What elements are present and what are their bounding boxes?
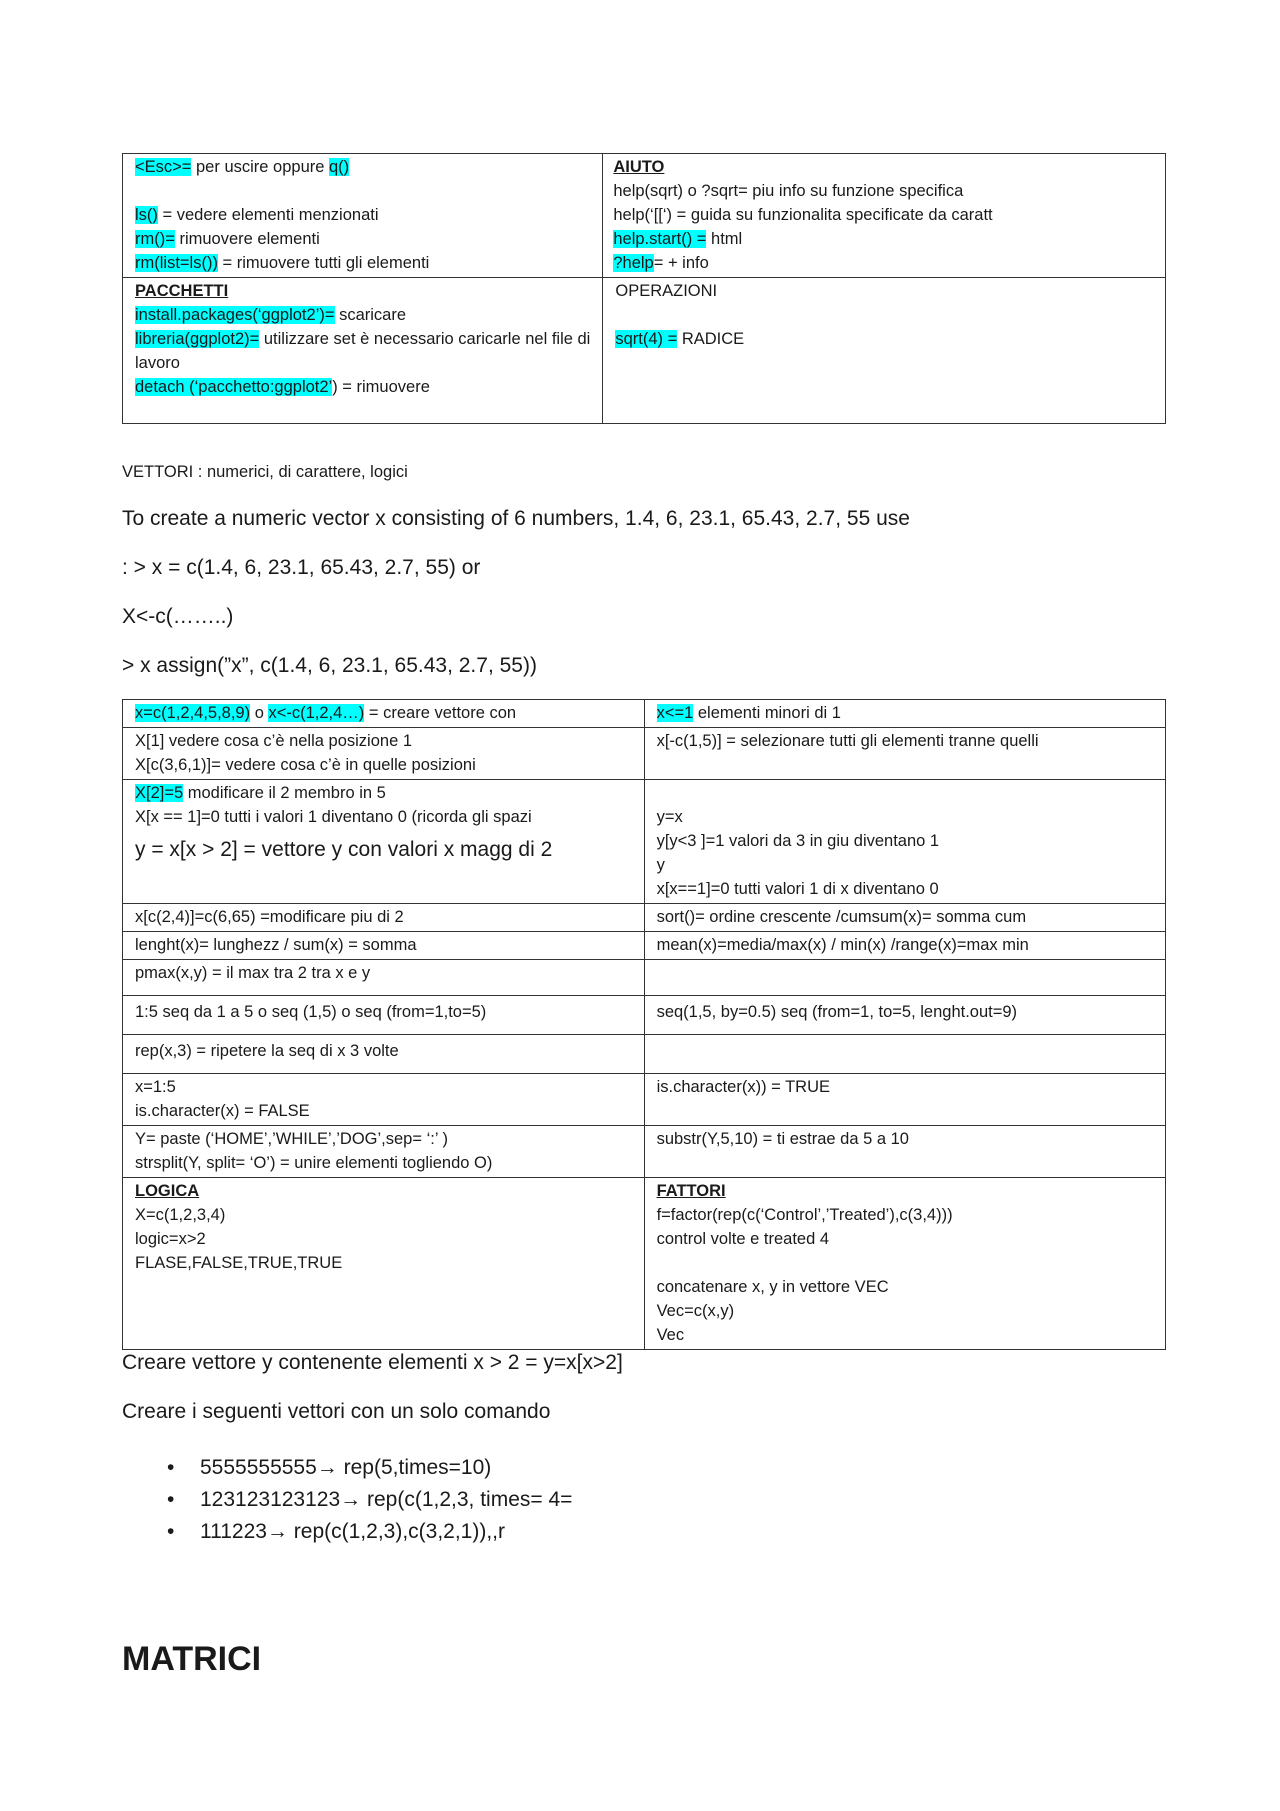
text: concatenare x, y in vettore VEC (656, 1278, 889, 1296)
detach-code: detach (‘pacchetto:ggplot2’ (135, 378, 333, 396)
text: X[x == 1]=0 tutti i valori 1 diventano 0 (ricorda gli spazi (135, 808, 532, 826)
text: control volte e treated 4 (656, 1230, 830, 1248)
bullet-icon: • (167, 1488, 175, 1511)
vectors-table (122, 699, 1166, 1350)
table-row (123, 904, 1166, 932)
text: = + info (653, 254, 709, 272)
text: ) = rimuovere (332, 378, 430, 396)
text: = rimuovere tutti gli elementi (217, 254, 430, 272)
text: rimuovere elementi (174, 230, 320, 248)
table-cell (644, 1035, 1165, 1074)
table-row (123, 700, 1166, 728)
text: X[c(3,6,1)]= vedere cosa c’è in quelle posizioni (135, 756, 476, 774)
table-cell (123, 780, 645, 904)
text: 1:5 seq da 1 a 5 o seq (1,5) o seq (from=1,to=5) (135, 1003, 487, 1021)
logica-cell (123, 1178, 645, 1350)
commands-cell (123, 154, 603, 278)
sqrt-code: sqrt(4) = (615, 330, 678, 348)
table-cell (644, 904, 1165, 932)
text: x[-c(1,5)] = selezionare tutti gli elementi tranne quelli (656, 732, 1039, 750)
table-row (123, 728, 1166, 780)
table-cell (123, 1074, 645, 1126)
text: 123123123123→ rep(c(1,2,3, times= 4= (200, 1488, 573, 1511)
bullet-icon: • (167, 1520, 175, 1543)
paragraph: X<-c(……..) (122, 605, 234, 628)
text: = creare vettore con (364, 704, 517, 722)
table-cell (644, 1074, 1165, 1126)
text: RADICE (677, 330, 745, 348)
text: rep(x,3) = ripetere la seq di x 3 volte (135, 1042, 399, 1060)
table-cell (123, 996, 645, 1035)
text: Vec=c(x,y) (656, 1302, 735, 1320)
code-highlight: x<-c(1,2,4…) (268, 704, 365, 722)
text: x=1:5 (135, 1078, 176, 1096)
text: 5555555555→ rep(5,times=10) (200, 1456, 492, 1479)
paragraph: To create a numeric vector x consisting of 6 numbers, 1.4, 6, 23.1, 65.43, 2.7, 55 use (122, 507, 910, 530)
text: strsplit(Y, split= ‘O’) = unire elementi togliendo O) (135, 1154, 493, 1172)
table-cell (644, 780, 1165, 904)
table-cell (123, 1035, 645, 1074)
table-row (123, 1074, 1166, 1126)
text: is.character(x) = FALSE (135, 1102, 310, 1120)
text: y (656, 856, 665, 874)
paragraph: Creare i seguenti vettori con un solo comando (122, 1400, 551, 1423)
paragraph: : > x = c(1.4, 6, 23.1, 65.43, 2.7, 55) or (122, 556, 481, 579)
fattori-heading: FATTORI (656, 1182, 726, 1200)
text: lavoro (135, 354, 180, 372)
quit-code: q() (329, 158, 350, 176)
code-highlight: X[2]=5 (135, 784, 184, 802)
table-cell (644, 996, 1165, 1035)
operazioni-heading: OPERAZIONI (615, 282, 718, 300)
fattori-cell (644, 1178, 1165, 1350)
text: Vec (656, 1326, 685, 1344)
table-cell (644, 700, 1165, 728)
text: sort()= ordine crescente /cumsum(x)= somma cum (656, 908, 1027, 926)
help-code: ?help (613, 254, 654, 272)
help-start-code: help.start() = (613, 230, 707, 248)
text: = vedere elementi menzionati (157, 206, 379, 224)
text: mean(x)=media/max(x) / min(x) /range(x)=max min (656, 936, 1029, 954)
text: FLASE,FALSE,TRUE,TRUE (135, 1254, 343, 1272)
list-item (122, 1484, 572, 1516)
table-cell (123, 1126, 645, 1178)
text: html (706, 230, 743, 248)
aiuto-cell (603, 154, 1166, 278)
table-row (123, 1035, 1166, 1074)
ls-code: ls() (135, 206, 158, 224)
rm-code: rm()= (135, 230, 175, 248)
table-cell (644, 728, 1165, 780)
operazioni-cell (603, 278, 1166, 424)
text: utilizzare set è necessario caricarle nel file di (259, 330, 591, 348)
table-cell (123, 960, 645, 996)
text: y=x (656, 808, 683, 826)
table-row (123, 1126, 1166, 1178)
vettori-label: VETTORI : numerici, di carattere, logici (122, 463, 408, 481)
list-item (122, 1452, 572, 1484)
table-cell (123, 728, 645, 780)
rm-list-code: rm(list=ls()) (135, 254, 218, 272)
text: is.character(x)) = TRUE (656, 1078, 831, 1096)
text: y = x[x > 2] = vettore y con valori x magg di 2 (135, 838, 553, 861)
table-row (123, 278, 1166, 424)
text: f=factor(rep(c(‘Control’,’Treated’),c(3,4))) (656, 1206, 953, 1224)
table-cell (123, 700, 645, 728)
library-code: libreria(ggplot2)= (135, 330, 260, 348)
aiuto-heading: AIUTO (613, 158, 665, 176)
table-cell (644, 1126, 1165, 1178)
table-row (123, 932, 1166, 960)
table-row (123, 960, 1166, 996)
table-row (123, 996, 1166, 1035)
text: x[c(2,4)]=c(6,65) =modificare piu di 2 (135, 908, 404, 926)
text: lenght(x)= lunghezz / sum(x) = somma (135, 936, 417, 954)
pacchetti-cell (123, 278, 603, 424)
table-cell (644, 960, 1165, 996)
code-highlight: x<=1 (656, 704, 694, 722)
code-highlight: x=c(1,2,4,5,8,9) (135, 704, 251, 722)
text: substr(Y,5,10) = ti estrae da 5 a 10 (656, 1130, 909, 1148)
paragraph: Creare vettore y contenente elementi x > 2 = y=x[x>2] (122, 1351, 623, 1374)
table-cell (644, 932, 1165, 960)
bullet-list (122, 1452, 572, 1548)
list-item (122, 1516, 572, 1548)
text: logic=x>2 (135, 1230, 206, 1248)
text: pmax(x,y) = il max tra 2 tra x e y (135, 964, 371, 982)
text: x[x==1]=0 tutti valori 1 di x diventano 0 (656, 880, 939, 898)
text: o (250, 704, 269, 722)
text: y[y<3 ]=1 valori da 3 in giu diventano 1 (656, 832, 940, 850)
text: elementi minori di 1 (693, 704, 841, 722)
table-row (123, 154, 1166, 278)
install-code: install.packages(‘ggplot2’)= (135, 306, 335, 324)
text: per uscire oppure (191, 158, 329, 176)
esc-code: <Esc>= (135, 158, 192, 176)
text: scaricare (334, 306, 407, 324)
table-cell (123, 932, 645, 960)
text: Y= paste (‘HOME’,’WHILE’,’DOG’,sep= ‘:’ ) (135, 1130, 448, 1148)
pacchetti-heading: PACCHETTI (135, 282, 229, 300)
bullet-icon: • (167, 1456, 175, 1479)
text: help(sqrt) o ?sqrt= piu info su funzione specifica (613, 182, 964, 200)
matrici-heading: MATRICI (122, 1640, 262, 1678)
text: help(‘[[‘) = guida su funzionalita specificate da caratt (613, 206, 993, 224)
text: seq(1,5, by=0.5) seq (from=1, to=5, lenght.out=9) (656, 1003, 1018, 1021)
paragraph: > x assign(”x”, c(1.4, 6, 23.1, 65.43, 2.7, 55)) (122, 654, 537, 677)
text: X[1] vedere cosa c’è nella posizione 1 (135, 732, 413, 750)
table-cell (123, 904, 645, 932)
text: modificare il 2 membro in 5 (183, 784, 386, 802)
table-row (123, 1178, 1166, 1350)
logica-heading: LOGICA (135, 1182, 200, 1200)
text: 111223→ rep(c(1,2,3),c(3,2,1)),,r (200, 1520, 506, 1543)
basics-table (122, 153, 1166, 424)
table-row (123, 780, 1166, 904)
text: X=c(1,2,3,4) (135, 1206, 226, 1224)
